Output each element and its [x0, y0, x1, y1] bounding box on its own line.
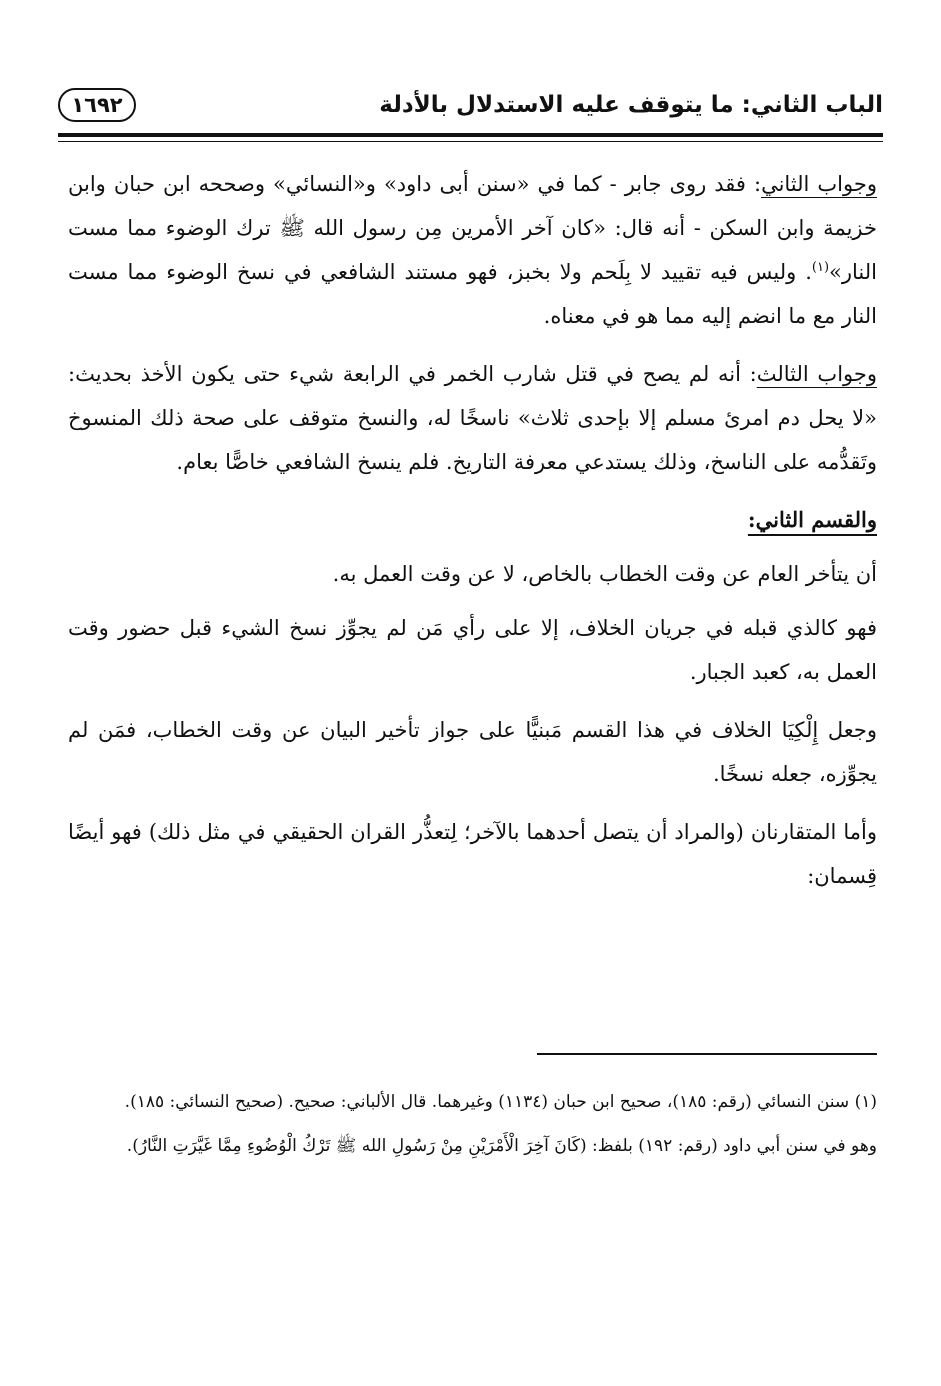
header-rule-thin	[58, 141, 883, 142]
footnote-1-continued: وهو في سنن أبي داود (رقم: ١٩٢) بلفظ: (كَانَ آخِرَ الْأَمْرَيْنِ مِنْ رَسُولِ الله ﷺ تَرْكُ الْوُضُوءِ مِمَّا غَيَّرَتِ النَّارُ).	[126, 1136, 877, 1156]
footnote-reference: (١)	[811, 260, 830, 275]
footnote-separator	[537, 1053, 877, 1055]
paragraph: وأما المتقارنان (والمراد أن يتصل أحدهما بالآخر؛ لِتعذُّر القران الحقيقي في مثل ذلك) فهو أيضًا قِسمان:	[68, 820, 877, 888]
paragraph-text: : فقد روى جابر - كما في «سنن أبى داود» و«النسائي» وصححه ابن حبان وابن خزيمة وابن السكن - أنه قال: «كان آخر الأمرين مِن رسول الله ﷺ ترك الوضوء مما مست النار»	[68, 172, 877, 284]
paragraph: أن يتأخر العام عن وقت الخطاب بالخاص، لا عن وقت العمل به.	[332, 562, 877, 586]
paragraph-text-continued: . وليس فيه تقييد لا بِلَحم ولا بخبز، فهو مستند الشافعي في نسخ الوضوء مما مست النار مع ما انضم إليه مما هو في معناه.	[68, 260, 877, 328]
paragraph-text: : أنه لم يصح في قتل شارب الخمر في الرابعة شيء حتى يكون الأخذ بحديث: «لا يحل دم امرئ مسلم إلا بإحدى ثلاث» ناسخًا له، والنسخ متوقف على صحة ذلك المنسوخ وتَقدُّمه على الناسخ، وذلك يستدعي معرفة التاريخ. فلم ينسخ الشافعي خاصًّا بعام.	[68, 362, 877, 474]
paragraph-second-answer	[68, 162, 877, 338]
footnote-1: (١) سنن النسائي (رقم: ١٨٥)، صحيح ابن حبان (١١٣٤) وغيرهما. قال الألباني: صحيح. (صحيح النسائي: ١٨٥).	[124, 1092, 877, 1112]
page-header	[58, 88, 883, 132]
paragraph: فهو كالذي قبله في جريان الخلاف، إلا على رأي مَن لم يجوِّز نسخ الشيء قبل حضور وقت العمل به، كعبد الجبار.	[68, 616, 877, 684]
paragraph: وجعل إِلْكِيَا الخلاف في هذا القسم مَبنيًّا على جواز تأخير البيان عن وقت الخطاب، فمَن لم يجوِّزه، جعله نسخًا.	[68, 718, 877, 786]
footnotes	[68, 1082, 877, 1170]
lead-term-second-answer: وجواب الثاني	[761, 172, 877, 196]
lead-term-third-answer: وجواب الثالث	[756, 362, 877, 386]
header-rule-thick	[58, 133, 883, 137]
section-heading: والقسم الثاني:	[747, 507, 877, 532]
running-title: الباب الثاني: ما يتوقف عليه الاستدلال بالأدلة	[379, 92, 883, 118]
page-number: ١٦٩٢	[58, 88, 136, 122]
paragraph-third-answer	[68, 352, 877, 484]
main-text	[68, 162, 877, 912]
